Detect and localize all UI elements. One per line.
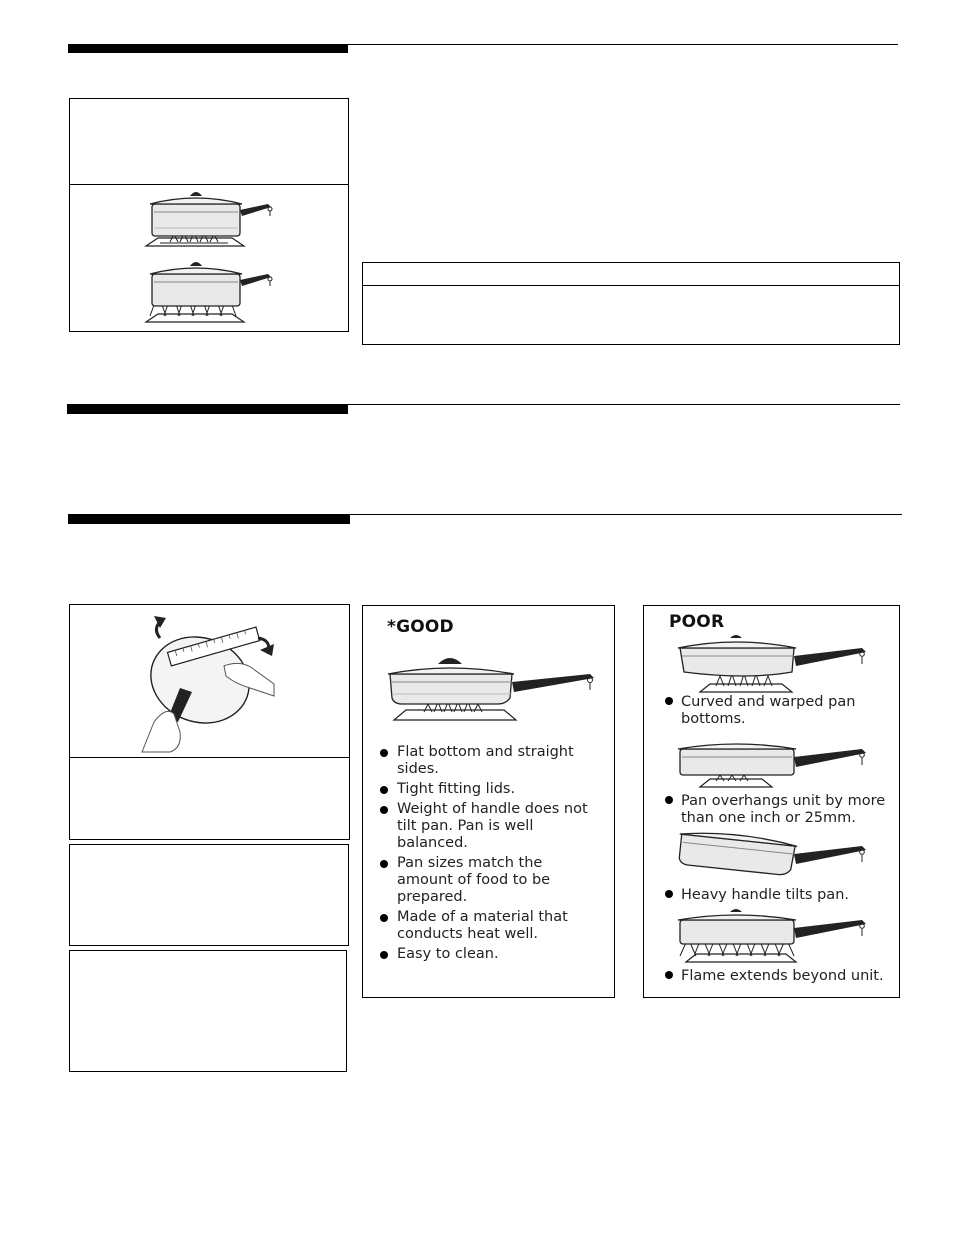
skillet-on-burner-icon: [676, 906, 876, 966]
skillet-on-burner-icon: [676, 630, 876, 694]
good-bullet: Pan sizes match the amount of food to be prepared.: [377, 855, 602, 906]
skillet-on-burner-icon: [676, 735, 876, 791]
good-bullet: Tight fitting lids.: [377, 781, 602, 798]
bullet-dot: [665, 796, 673, 804]
poor-caption-2-line1: Pan overhangs unit by more: [681, 793, 886, 809]
bullet-dot: [665, 971, 673, 979]
poor-panel-title: POOR: [669, 612, 725, 632]
section-bar-2: [67, 404, 348, 414]
info-box-3: [69, 950, 347, 1072]
good-bullet: Easy to clean.: [377, 946, 602, 963]
poor-caption-3-line1: Heavy handle tilts pan.: [681, 887, 849, 903]
bullet-dot: [665, 697, 673, 705]
section-bar-3: [68, 514, 350, 524]
poor-caption-4: [665, 968, 895, 985]
section-rule-3: [350, 514, 902, 515]
poor-caption-2: [665, 793, 895, 827]
pan-flatness-ruler-icon: [140, 610, 285, 755]
good-bullet: Flat bottom and straight sides.: [377, 744, 602, 778]
poor-caption-4-line1: Flame extends beyond unit.: [681, 968, 884, 984]
poor-caption-1-line2: bottoms.: [681, 711, 746, 727]
info-box-2: [69, 844, 349, 946]
good-panel-title: *GOOD: [387, 617, 454, 637]
section-rule-2: [348, 404, 900, 405]
flame-size-box-divider: [69, 184, 349, 185]
good-bullet: Weight of handle does not tilt pan. Pan is well balanced.: [377, 801, 602, 852]
poor-caption-1: [665, 694, 895, 728]
skillet-on-burner-icon: [384, 650, 600, 726]
pan-flatness-divider: [69, 757, 350, 758]
section-rule-1: [348, 44, 898, 45]
poor-caption-2-line2: than one inch or 25mm.: [681, 810, 856, 826]
poor-caption-3: [665, 887, 895, 904]
bullet-dot: [665, 890, 673, 898]
poor-caption-1-line1: Curved and warped pan: [681, 694, 856, 710]
good-panel-bullets: [377, 744, 602, 966]
note-box-divider: [362, 285, 900, 286]
section-bar-1: [68, 44, 348, 53]
saucepan-large-flame-icon: [140, 260, 280, 328]
good-bullet: Made of a material that conducts heat well.: [377, 909, 602, 943]
note-box: [362, 262, 900, 345]
skillet-on-burner-icon: [676, 830, 876, 882]
saucepan-small-flame-icon: [140, 190, 280, 254]
